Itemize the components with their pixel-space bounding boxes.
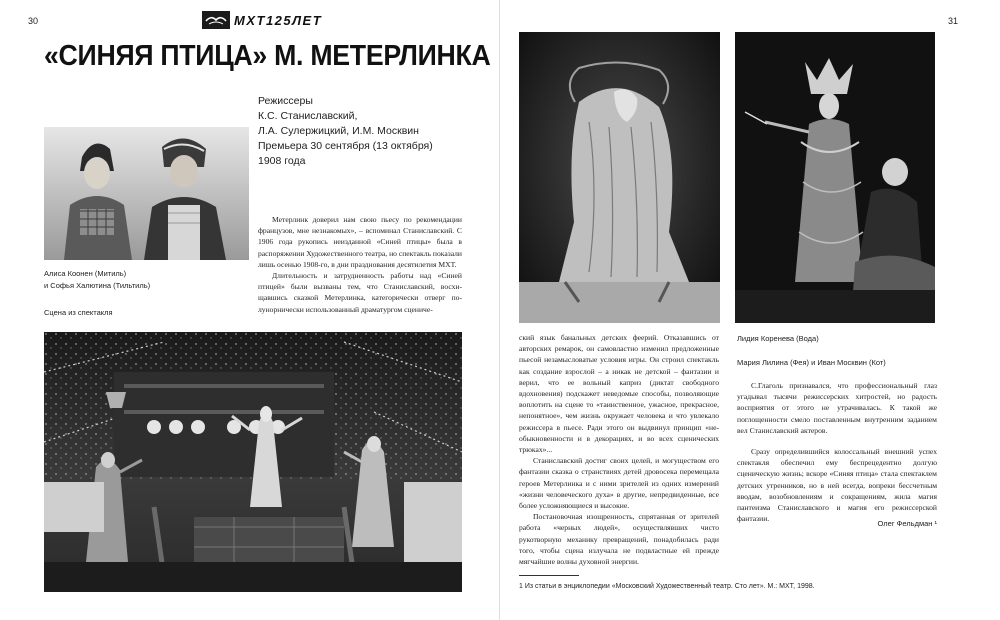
credits-line: 1908 года [258,155,306,167]
credits-line: Премьера 30 сентября (13 октября) [258,140,433,152]
caption-line: и Софья Халютина (Тильтиль) [44,281,151,290]
caption-voda: Лидия Коренева (Вода) [737,334,819,343]
paragraph: С.Глаголь признавался, что профессиональный глаз угадывал тысячи режиссерских хитростей, но радость восприятия от этого не утрачивалась. К такой же поглощенности смело поставленным внутренним заданием вел Станиславский актеров. [737,381,937,435]
credits-block [258,94,468,169]
caption-line: Алиса Коонен (Митиль) [44,269,127,278]
paragraph: Метерлинк доверил нам свою пьесу по рекомендации французов, мне незнакомых», – вспоминал Станиславский. С 1906 года рукопись неизданной «Синей птицы» была в распоряжении Художественного театра, но спектакль показали лишь осенью 1908-го, в дни празднования десятилетия МХТ. [258,215,462,269]
photo-koreneva-voda [519,32,720,323]
paragraph: ский язык банальных детских феерий. Отказавшись от авторских ремарок, он самовластно изменил предложенные пьесой незамысловатые условия игры. Он строил спектакль как создание взрослой – а никак не детской – фантазии и верил, что ее вольный каприз (диктат свободного вдохновения) подскажет неведомые способы, позволяющие воплотить на сцене то «таинственное, ужасное, прекрасное, непонятное», чем жизнь окружает человека и что увлекало режиссера в пьесе. Ради этого он выдвинул принцип «необыкновенности и в декорациях, и во всех сценических трюках»... [519,333,719,455]
author-signature: Олег Фельдман ¹ [877,519,937,528]
footnote-rule [519,575,579,576]
photo-koonen-khalyutina [44,127,249,260]
paragraph: Станиславский достиг своих целей, и могуществом его фантазии сказка о странствиях детей дровосека перемещала героев Метерлинка и с ними зрителей из одних измерений «жизни человеческого духа» в другие, непредвиденные, все более усложняющиеся и высокие. [519,456,719,511]
paragraph: Длительность и затрудненность работы над «Синей птицей» были вызваны тем, что Станиславский, восхищавшись сказкой Метерлинка, категорически отверг полунорнически использованный драматургом сцениче- [258,271,462,314]
caption-scene: Сцена из спектакля [44,308,113,317]
credits-line: Л.А. Сулержицкий, И.М. Москвин [258,125,419,137]
text-column-middle [519,332,719,567]
paragraph: Сразу определившийся колоссальный внешний успех спектакля обеспечил ему беспрецедентно долгую сценическую жизнь; вскоре «Синяя птица» стала спектаклем детских утренников, но в ней всегда, вопреки бессчетным вводам, возобновлениям и сокращениям, жила магия пантеизма Станиславского и магия его режиссерской фантазии. [737,447,937,524]
text-column-left [258,214,462,315]
brand-logo [202,11,322,29]
photo-lilina-moskvin [735,32,935,323]
credits-line: К.С. Станиславский, [258,110,358,122]
brand-text: МХТ125ЛЕТ [234,12,323,28]
text-column-right [737,380,937,524]
page-number-left: 30 [28,16,39,26]
page-number-right: 31 [947,16,958,26]
article-title: «СИНЯЯ ПТИЦА» М. МЕТЕРЛИНКА [44,40,491,72]
credits-line: Режиссеры [258,95,313,107]
caption-koonen [44,268,214,292]
seagull-emblem-icon [202,11,230,29]
photo-stage-scene [44,332,462,592]
paragraph: Постановочная изощренность, спрятанная от зрителей работа «черных людей», осуществлявших чисто рукотворную механику превращений, понадобилась ради того, чтобы сцена излучала не подвластные ей прежде мягчайшие волны духовной энергии. [519,512,719,567]
footnote: 1 Из статьи в энциклопедии «Московский Художественный театр. Сто лет». М.: МХТ, 1998. [519,583,815,590]
caption-feya: Мария Лилина (Фея) и Иван Москвин (Кот) [737,358,886,367]
